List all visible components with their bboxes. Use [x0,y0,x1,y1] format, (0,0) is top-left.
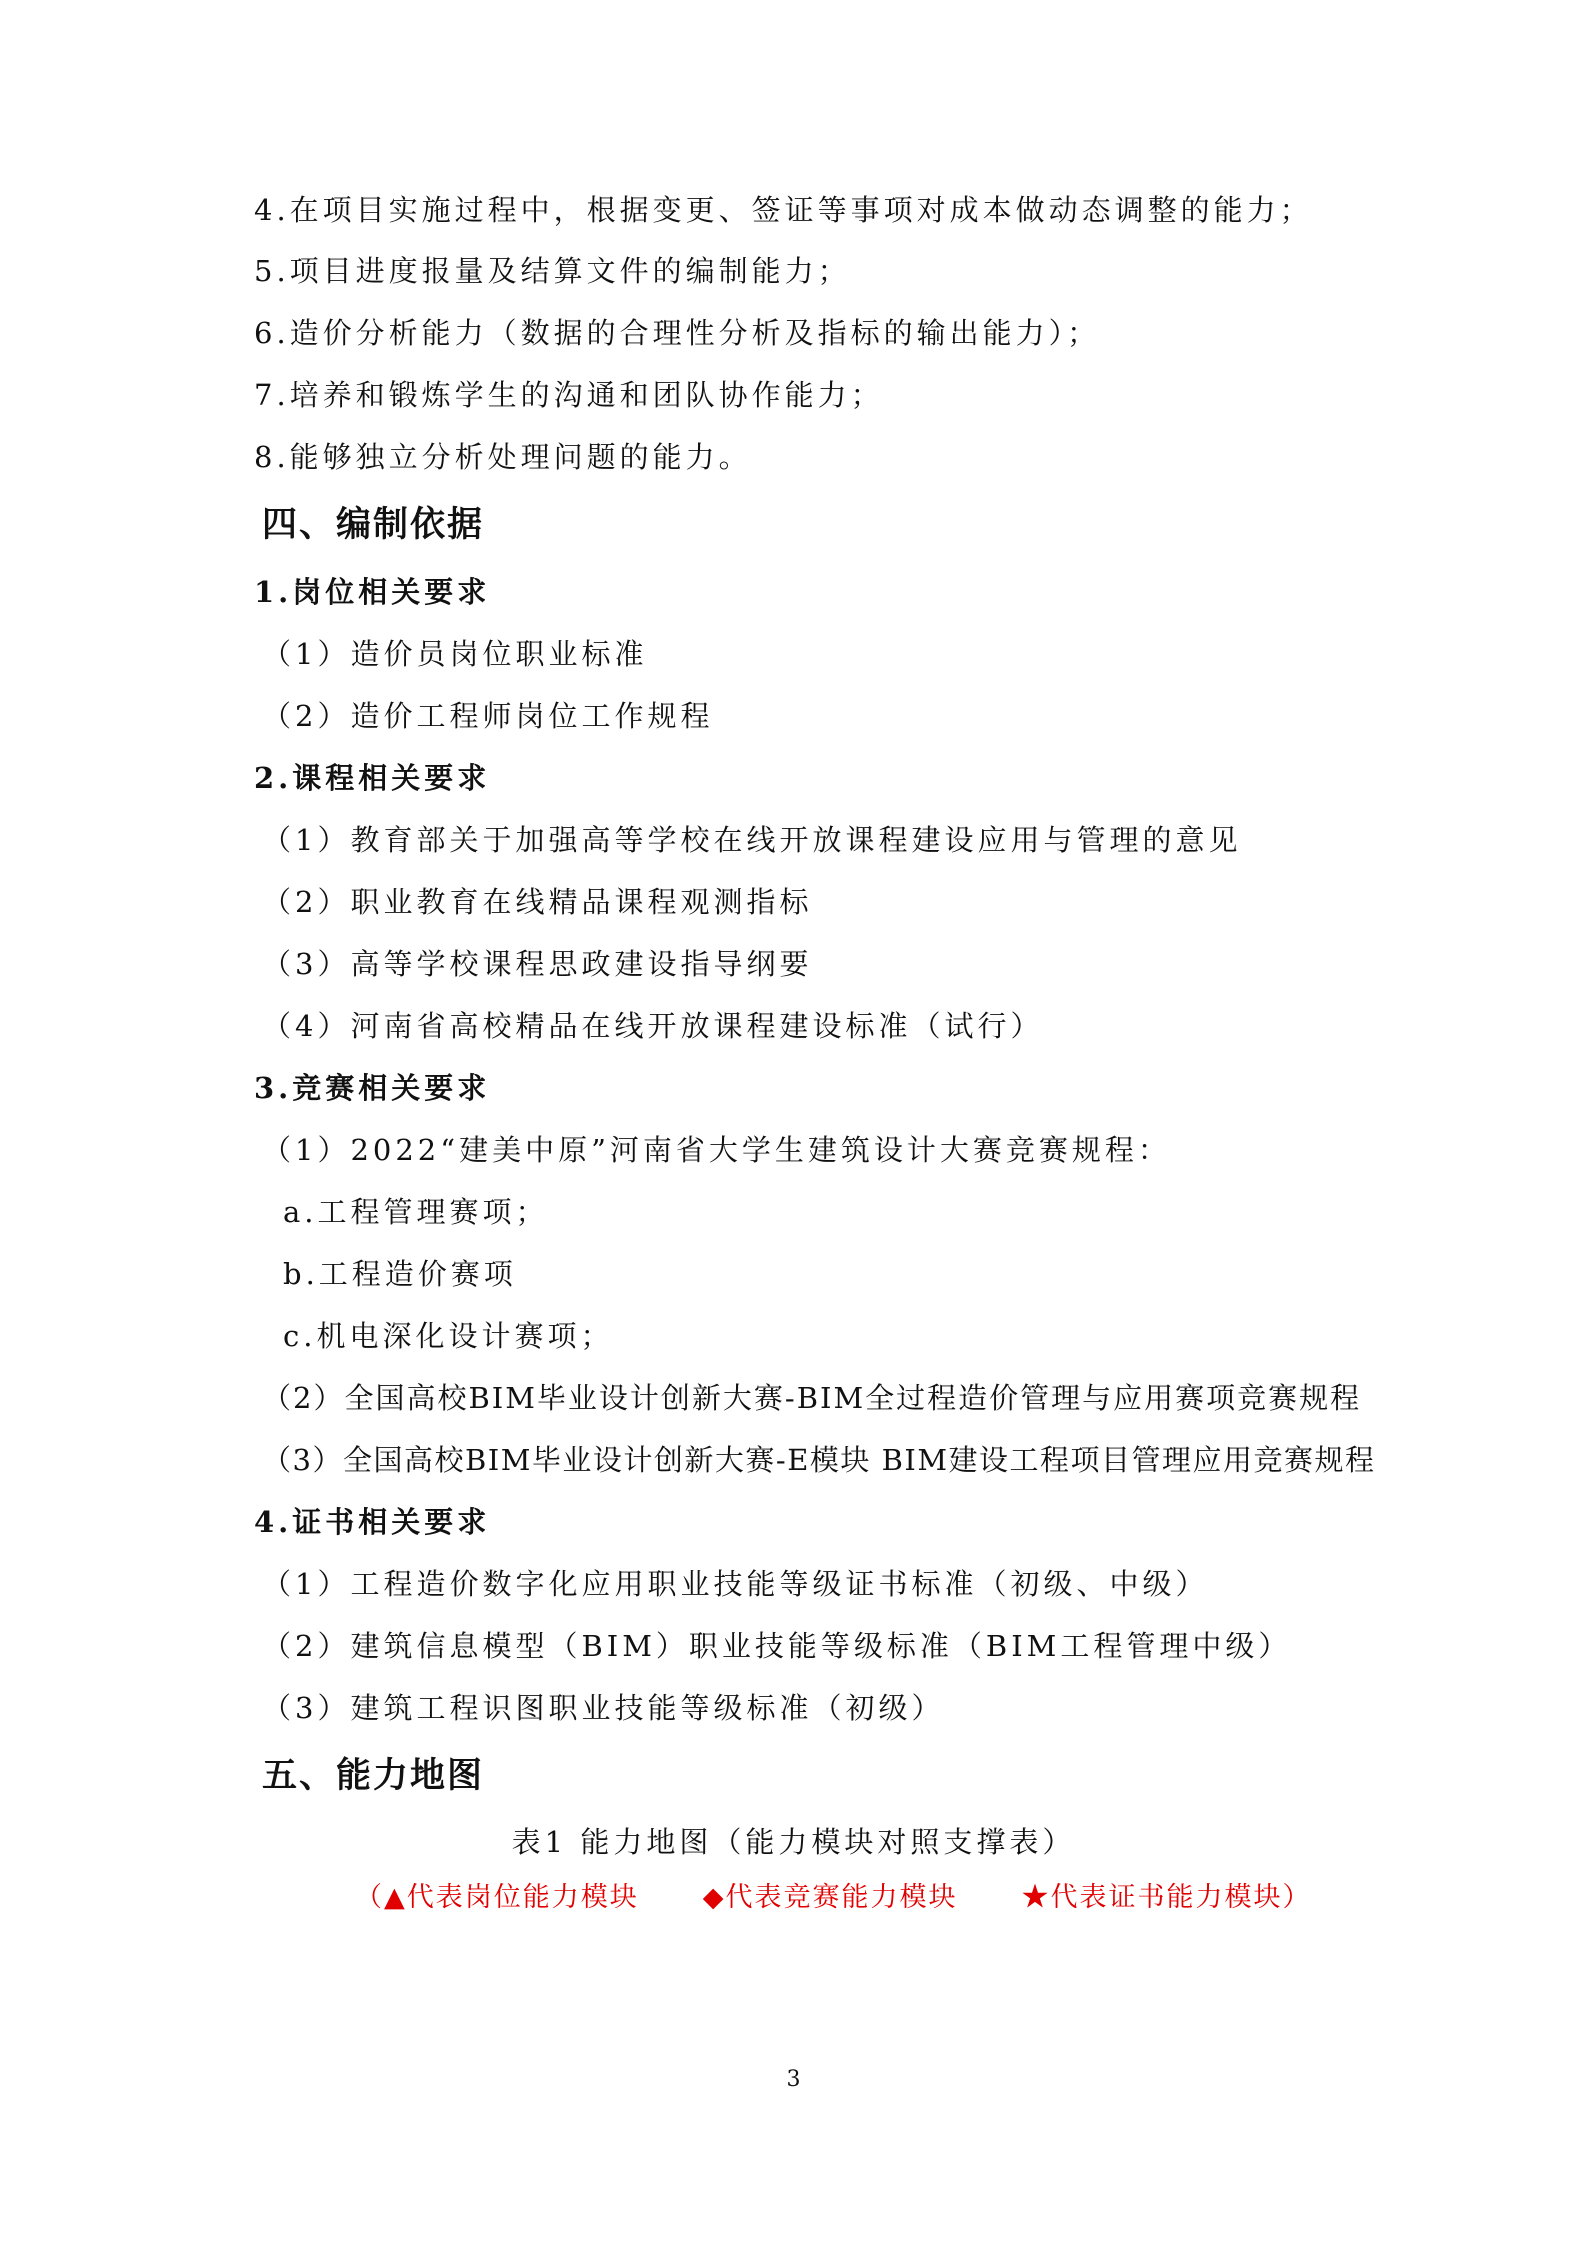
section-heading: 五、能力地图 [262,1756,485,1796]
list-item: （2）造价工程师岗位工作规程 [262,699,714,733]
list-subitem: c.机电深化设计赛项； [283,1319,614,1353]
subsection-title: 4.证书相关要求 [254,1505,491,1539]
list-item: （2）全国高校BIM毕业设计创新大赛-BIM全过程造价管理与应用赛项竞赛规程 [262,1381,1362,1415]
subsection-title: 1.岗位相关要求 [254,575,491,609]
list-item: （3）建筑工程识图职业技能等级标准（初级） [262,1691,945,1725]
list-item: 5.项目进度报量及结算文件的编制能力； [254,254,851,288]
table-caption: 表1 能力地图（能力模块对照支撑表） [511,1825,1076,1859]
list-item: （3）全国高校BIM毕业设计创新大赛-E模块 BIM建设工程项目管理应用竞赛规程 [262,1443,1376,1477]
legend-post: （▲代表岗位能力模块 [355,1882,639,1913]
list-item: 7.培养和锻炼学生的沟通和团队协作能力； [254,378,884,412]
list-item: （1）工程造价数字化应用职业技能等级证书标准（初级、中级） [262,1567,1209,1601]
list-item: （3）高等学校课程思政建设指导纲要 [262,947,813,981]
legend-cert: ★代表证书能力模块） [1021,1882,1312,1913]
subsection-title: 2.课程相关要求 [254,761,491,795]
page-number: 3 [786,2067,801,2092]
list-item: 4.在项目实施过程中，根据变更、签证等事项对成本做动态调整的能力； [254,193,1313,227]
section-heading: 四、编制依据 [262,505,485,545]
list-item: 6.造价分析能力（数据的合理性分析及指标的输出能力）； [254,316,1101,350]
legend-contest: ◆代表竞赛能力模块 [702,1882,958,1913]
list-item: （2）建筑信息模型（BIM）职业技能等级标准（BIM工程管理中级） [262,1629,1292,1663]
list-subitem: a.工程管理赛项； [283,1195,549,1229]
list-item: （1）教育部关于加强高等学校在线开放课程建设应用与管理的意见 [262,823,1242,857]
list-item: 8.能够独立分析处理问题的能力。 [254,440,752,474]
list-subitem: b.工程造价赛项 [283,1257,517,1291]
subsection-title: 3.竞赛相关要求 [254,1071,491,1105]
list-item: （2）职业教育在线精品课程观测指标 [262,885,813,919]
list-item: （4）河南省高校精品在线开放课程建设标准（试行） [262,1009,1044,1043]
list-item: （1）造价员岗位职业标准 [262,637,648,671]
list-item: （1）2022“建美中原”河南省大学生建筑设计大赛竞赛规程： [262,1133,1171,1167]
legend [355,1878,1312,1918]
